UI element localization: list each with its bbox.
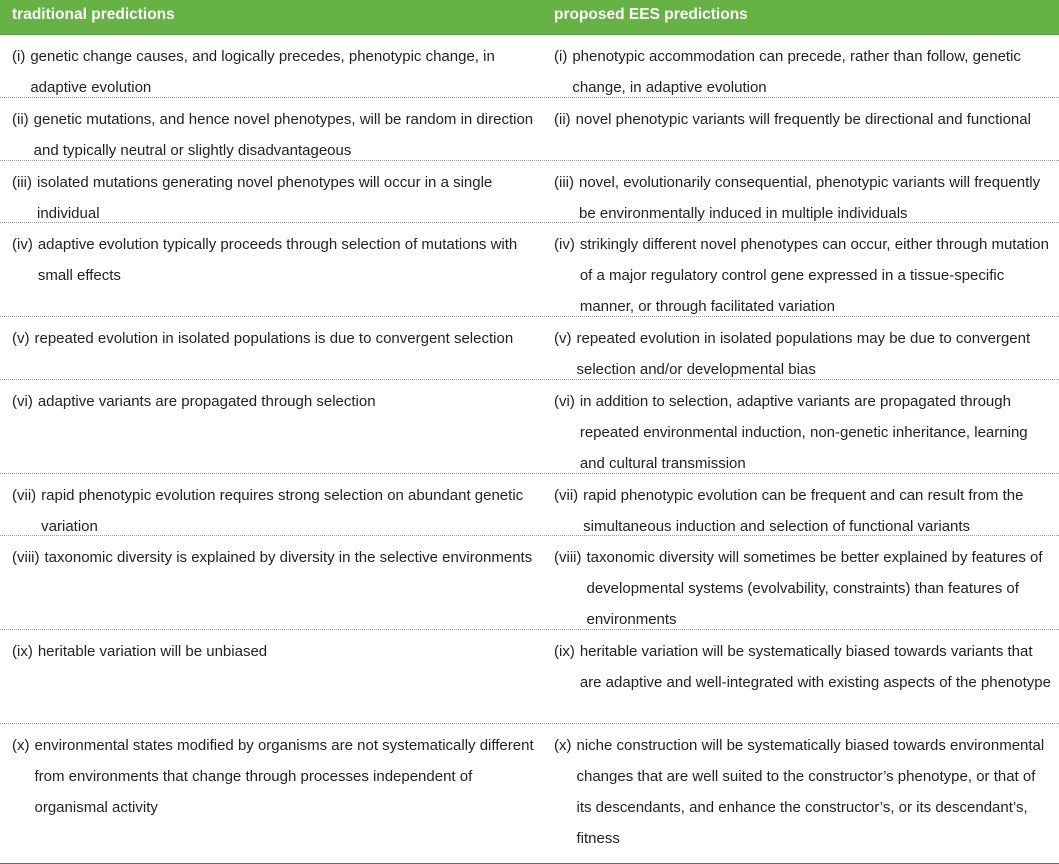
item-text: phenotypic accommodation can precede, rather than follow, genetic change, in adaptive evolution [572, 48, 1021, 96]
item-number: (ix) [554, 643, 575, 660]
item-text: heritable variation will be systematically biased towards variants that are adaptive and well-integrated with existing aspects of the phenotype [579, 643, 1051, 691]
table-row [0, 35, 1059, 98]
item-number: (v) [12, 330, 30, 347]
item-text: heritable variation will be unbiased [37, 643, 268, 660]
item-text: novel phenotypic variants will frequently be directional and functional [575, 111, 1031, 128]
item-text: strikingly different novel phenotypes can occur, either through mutation of a major regulatory control gene expressed in a tissue-specific manner, or through facilitated variation [579, 236, 1049, 315]
header-proposed-ees-predictions: proposed EES predictions [554, 6, 748, 23]
ees-cell [542, 536, 1059, 629]
traditional-cell [0, 474, 542, 535]
item-number: (vi) [554, 393, 575, 410]
item-text: niche construction will be systematically biased towards environmental changes that are well suited to the constructor’s phenotype, or that of its descendants, and enhance the constructor’s, or its descendant’s, fitness [576, 737, 1045, 847]
item-number: (x) [554, 737, 572, 754]
ees-cell [542, 380, 1059, 473]
item-text: repeated evolution in isolated populations is due to convergent selection [34, 330, 514, 347]
item-text: repeated evolution in isolated populations may be due to convergent selection and/or developmental bias [576, 330, 1031, 378]
item-number: (vii) [12, 487, 37, 504]
ees-cell [542, 98, 1059, 160]
table-row [0, 380, 1059, 474]
item-number: (ii) [12, 111, 29, 128]
table-row [0, 98, 1059, 161]
traditional-cell [0, 223, 542, 316]
item-text: adaptive evolution typically proceeds through selection of mutations with small effects [37, 236, 518, 284]
item-number: (vi) [12, 393, 33, 410]
item-number: (ix) [12, 643, 33, 660]
ees-cell [542, 317, 1059, 379]
item-text: environmental states modified by organisms are not systematically different from environments that change through processes independent of organismal activity [34, 737, 534, 816]
item-text: adaptive variants are propagated through selection [37, 393, 376, 410]
ees-cell [542, 223, 1059, 316]
item-text: novel, evolutionarily consequential, phenotypic variants will frequently be environmentally induced in multiple individuals [579, 174, 1041, 222]
item-number: (iv) [554, 236, 575, 253]
traditional-cell [0, 536, 542, 629]
item-number: (viii) [554, 549, 582, 566]
item-text: rapid phenotypic evolution requires strong selection on abundant genetic variation [41, 487, 524, 535]
item-number: (i) [12, 48, 26, 65]
item-text: genetic mutations, and hence novel phenotypes, will be random in direction and typically neutral or slightly disadvantageous [33, 111, 534, 159]
item-text: taxonomic diversity will sometimes be better explained by features of developmental systems (evolvability, constraints) than features of environments [586, 549, 1043, 628]
table-row [0, 317, 1059, 380]
item-number: (v) [554, 330, 572, 347]
traditional-cell [0, 630, 542, 723]
traditional-cell [0, 35, 542, 97]
item-text: in addition to selection, adaptive variants are propagated through repeated environmental induction, non-genetic inheritance, learning and cultural transmission [579, 393, 1028, 472]
header-traditional-predictions: traditional predictions [12, 6, 175, 23]
table-body [0, 35, 1059, 849]
table-row [0, 223, 1059, 317]
item-text: rapid phenotypic evolution can be frequent and can result from the simultaneous induction and selection of functional variants [583, 487, 1024, 535]
item-number: (ii) [554, 111, 571, 128]
item-number: (viii) [12, 549, 40, 566]
table-row [0, 474, 1059, 536]
table-row [0, 724, 1059, 849]
table-row [0, 536, 1059, 630]
ees-cell [542, 35, 1059, 97]
item-number: (vii) [554, 487, 579, 504]
item-number: (iii) [554, 174, 574, 191]
ees-cell [542, 161, 1059, 222]
item-text: genetic change causes, and logically precedes, phenotypic change, in adaptive evolution [30, 48, 495, 96]
ees-cell [542, 474, 1059, 535]
table-header [0, 0, 1059, 35]
item-number: (iv) [12, 236, 33, 253]
traditional-cell [0, 724, 542, 849]
traditional-cell [0, 317, 542, 379]
traditional-cell [0, 161, 542, 222]
ees-cell [542, 630, 1059, 723]
item-text: isolated mutations generating novel phenotypes will occur in a single individual [37, 174, 493, 222]
table-row [0, 161, 1059, 223]
item-text: taxonomic diversity is explained by diversity in the selective environments [44, 549, 533, 566]
item-number: (iii) [12, 174, 32, 191]
ees-cell [542, 724, 1059, 849]
traditional-cell [0, 98, 542, 160]
item-number: (i) [554, 48, 568, 65]
item-number: (x) [12, 737, 30, 754]
table-row [0, 630, 1059, 724]
traditional-cell [0, 380, 542, 473]
